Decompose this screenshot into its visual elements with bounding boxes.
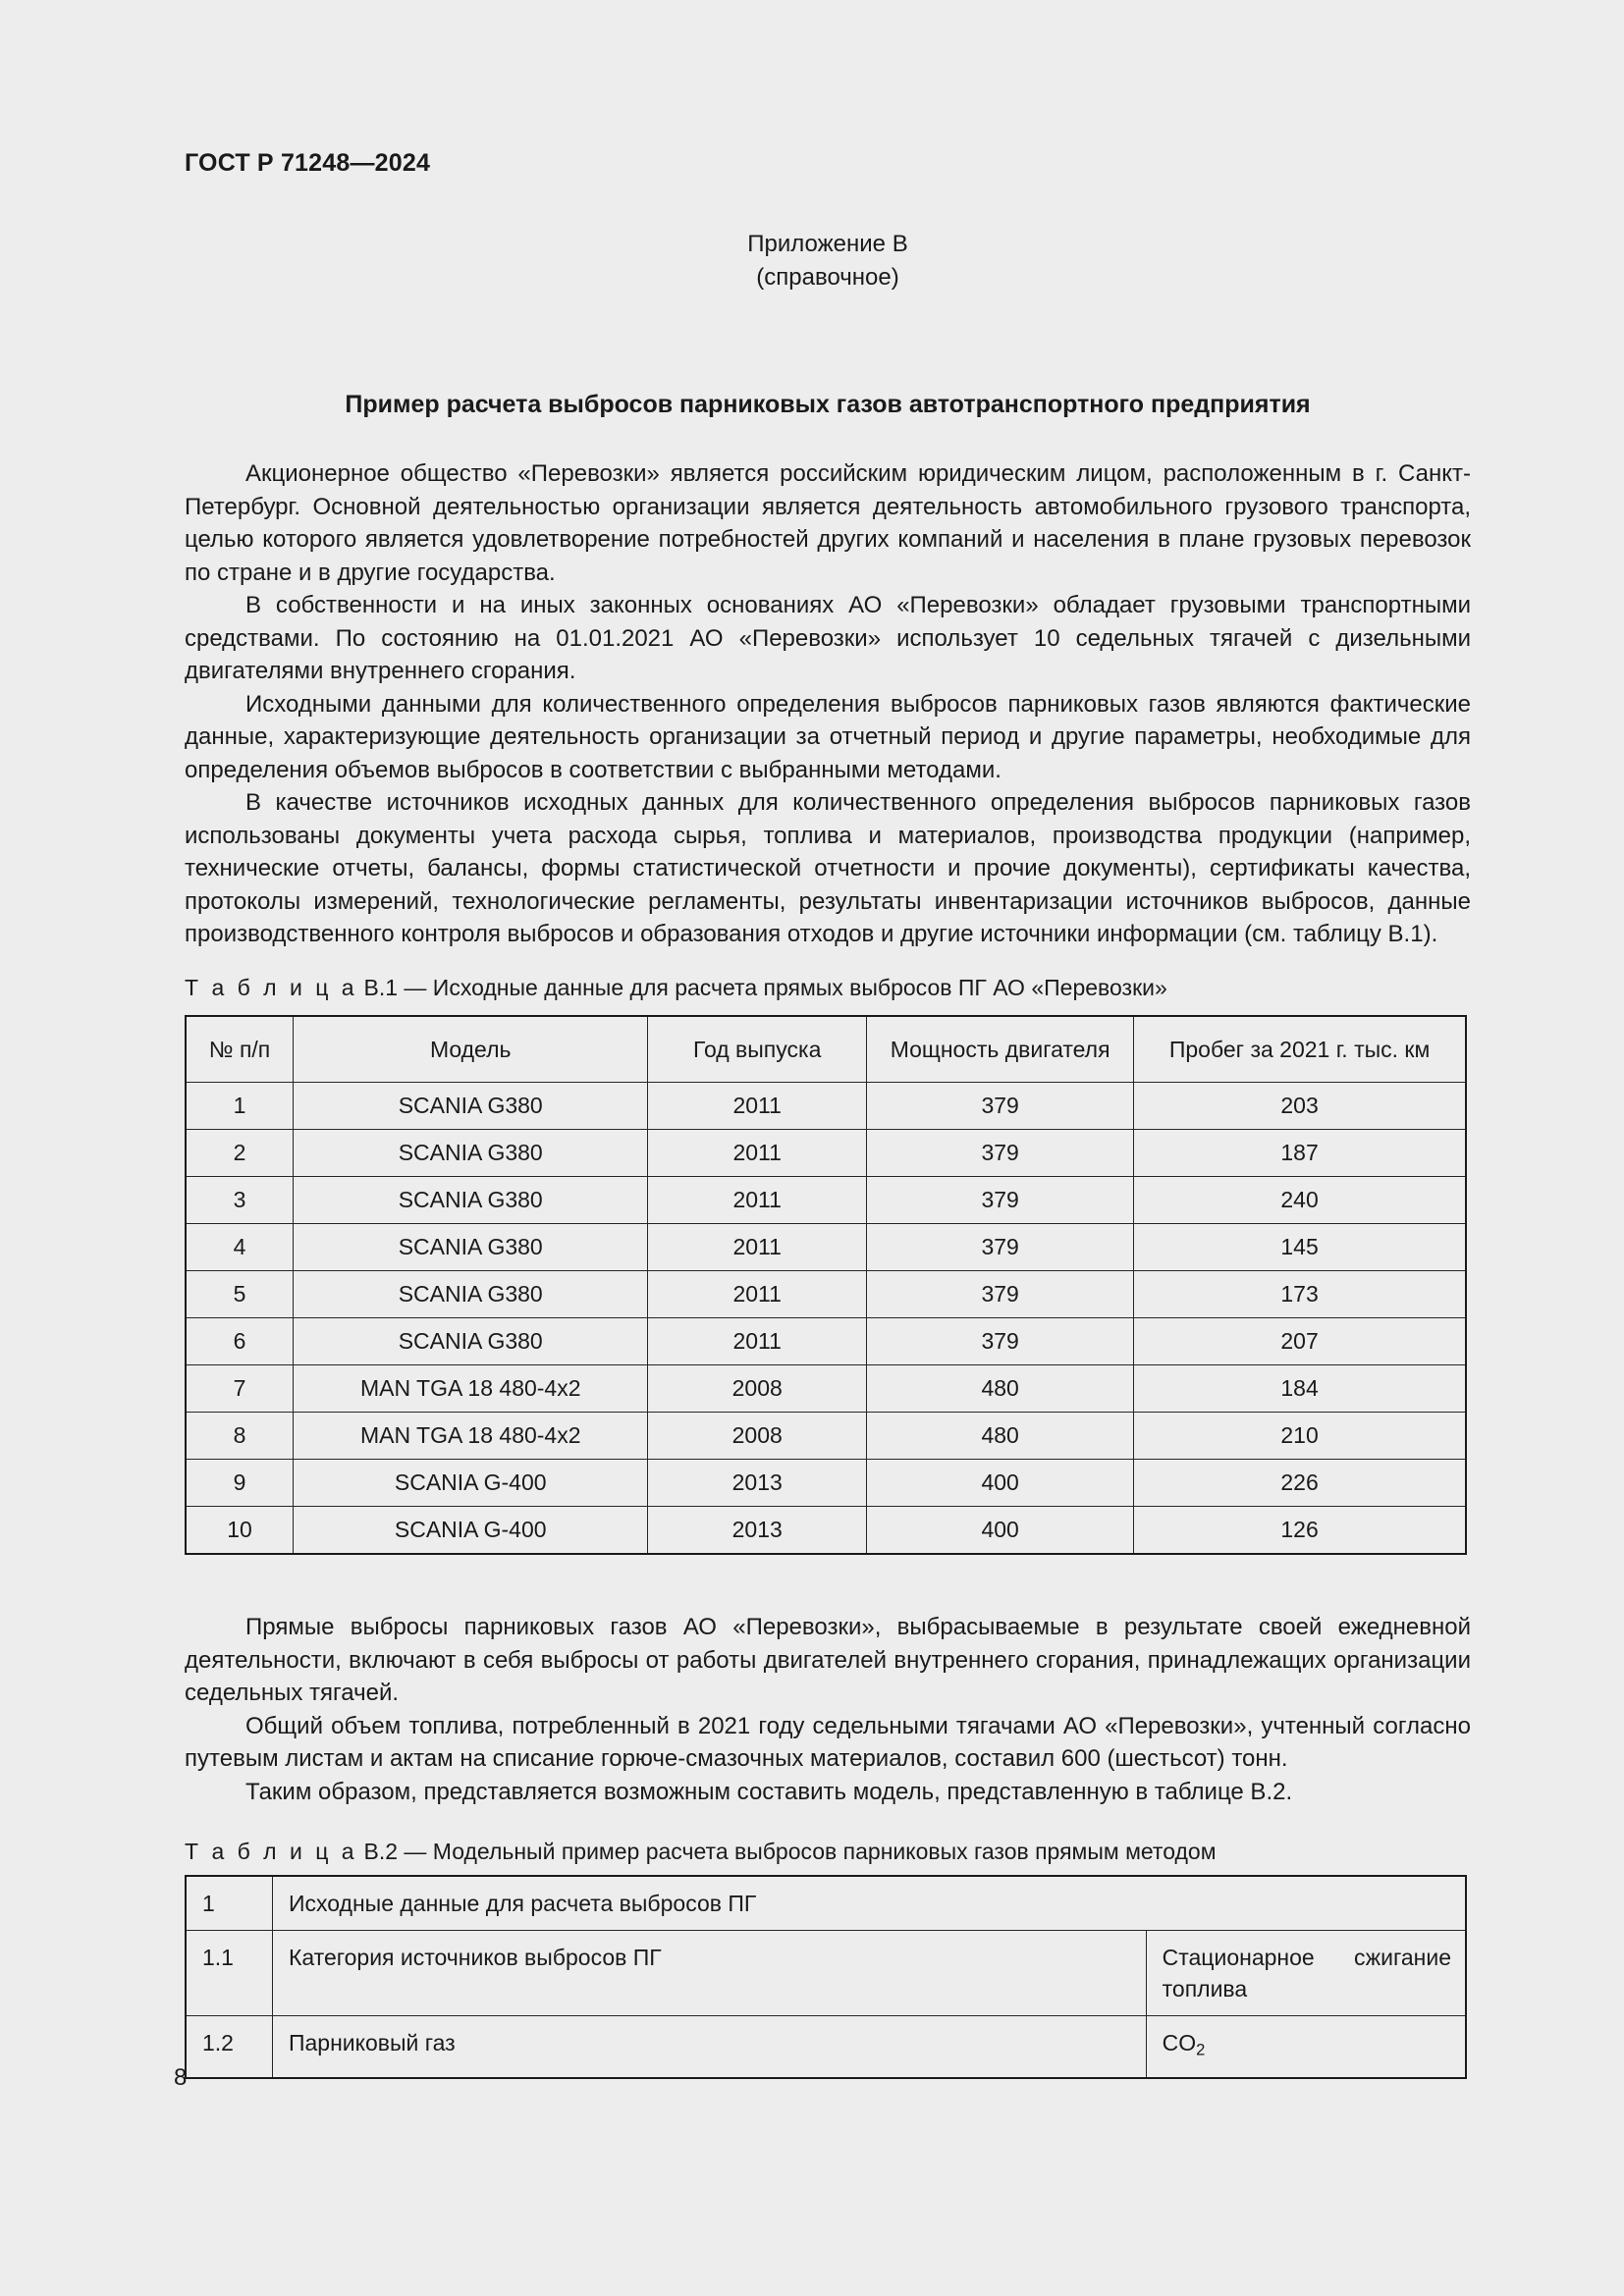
table-cell: 173 [1134, 1271, 1466, 1318]
table-row [186, 1876, 1466, 1931]
table-cell: 203 [1134, 1083, 1466, 1130]
table-caption-number: В.1 [363, 975, 399, 1000]
table-cell: 184 [1134, 1365, 1466, 1413]
table-cell: 240 [1134, 1177, 1466, 1224]
table-b2-caption [185, 1839, 1471, 1865]
table-cell: 207 [1134, 1318, 1466, 1365]
table-b2 [185, 1875, 1467, 2079]
annex-title: Приложение В [747, 231, 908, 257]
table-cell: 480 [867, 1365, 1134, 1413]
table-cell: 2011 [648, 1224, 867, 1271]
table-b2-body [186, 1876, 1466, 2078]
column-header-power: Мощность двигателя [867, 1016, 1134, 1083]
table-row [186, 1130, 1466, 1177]
table-cell: 210 [1134, 1413, 1466, 1460]
page-title: Пример расчета выбросов парниковых газов автотранспортного предприятия [345, 391, 1311, 418]
table-caption-number: В.2 [363, 1839, 399, 1864]
table-cell: SCANIA G380 [294, 1224, 648, 1271]
paragraph: Общий объем топлива, потребленный в 2021 году седельными тягачами АО «Перевозки», учтенный согласно путевым листам и актам на списание горюче-смазочных материалов, составил 600 (шестьсот) тонн. [185, 1712, 1471, 1772]
table-cell: 7 [186, 1365, 294, 1413]
row-name-cell: Парниковый газ [272, 2016, 1146, 2078]
row-value-cell: Стационарное сжигание топлива [1146, 1931, 1466, 2016]
table-cell: 2011 [648, 1318, 867, 1365]
row-name-cell: Категория источников выбросов ПГ [272, 1931, 1146, 2016]
table-cell: SCANIA G-400 [294, 1507, 648, 1555]
closing-paragraphs [185, 1611, 1471, 1808]
table-caption-text: — Исходные данные для расчета прямых выбросов ПГ АО «Перевозки» [404, 975, 1167, 1000]
column-header-model: Модель [294, 1016, 648, 1083]
table-cell: SCANIA G380 [294, 1177, 648, 1224]
table-b1-caption [185, 975, 1471, 1001]
table-row [186, 1460, 1466, 1507]
paragraph: Таким образом, представляется возможным составить модель, представленную в таблице В.2. [245, 1778, 1293, 1805]
annex-heading-block [185, 228, 1471, 294]
row-index-cell: 1 [186, 1876, 272, 1931]
table-row [186, 2016, 1466, 2078]
paragraph: В качестве источников исходных данных для количественного определения выбросов парниковых газов использованы документы учета расхода сырья, топлива и материалов, производства продукции (например, технические отчеты, балансы, формы статистической отчетности и прочие документы), сертификаты качества, протоколы измерений, технологические регламенты, результаты инвентаризации источников выбросов, данные производственного контроля выбросов и образования отходов и другие источники информации (см. таблицу В.1). [185, 789, 1471, 947]
table-cell: 379 [867, 1224, 1134, 1271]
table-cell: MAN TGA 18 480-4x2 [294, 1365, 648, 1413]
column-header-year: Год выпуска [648, 1016, 867, 1083]
table-cell: SCANIA G380 [294, 1318, 648, 1365]
table-cell: 6 [186, 1318, 294, 1365]
row-index-cell: 1.2 [186, 2016, 272, 2078]
table-cell: 400 [867, 1507, 1134, 1555]
table-row [186, 1271, 1466, 1318]
table-cell: 187 [1134, 1130, 1466, 1177]
table-row [186, 1224, 1466, 1271]
table-cell: 226 [1134, 1460, 1466, 1507]
table-row [186, 1507, 1466, 1555]
table-cell: 2 [186, 1130, 294, 1177]
column-header-number: № п/п [186, 1016, 294, 1083]
table-cell: 2013 [648, 1507, 867, 1555]
table-cell: 2013 [648, 1460, 867, 1507]
table-cell: 126 [1134, 1507, 1466, 1555]
annex-subtitle: (справочное) [756, 264, 899, 291]
table-row [186, 1931, 1466, 2016]
standard-header: ГОСТ Р 71248—2024 [185, 149, 431, 177]
table-cell: 3 [186, 1177, 294, 1224]
row-index-cell: 1.1 [186, 1931, 272, 2016]
paragraph: В собственности и на иных законных основаниях АО «Перевозки» обладает грузовыми транспортными средствами. По состоянию на 01.01.2021 АО «Перевозки» использует 10 седельных тягачей с дизельными двигателями внутреннего сгорания. [185, 592, 1471, 684]
table-cell: 400 [867, 1460, 1134, 1507]
table-cell: 4 [186, 1224, 294, 1271]
paragraph: Прямые выбросы парниковых газов АО «Перевозки», выбрасываемые в результате своей ежедневной деятельности, включают в себя выбросы от работы двигателей внутреннего сгорания, принадлежащих организации седельных тягачей. [185, 1614, 1471, 1706]
table-row [186, 1083, 1466, 1130]
column-header-mileage: Пробег за 2021 г. тыс. км [1134, 1016, 1466, 1083]
table-row [186, 1413, 1466, 1460]
table-cell: 8 [186, 1413, 294, 1460]
table-cell: 145 [1134, 1224, 1466, 1271]
table-cell: 5 [186, 1271, 294, 1318]
table-cell: 480 [867, 1413, 1134, 1460]
table-cell: 2011 [648, 1177, 867, 1224]
table-caption-label: Т а б л и ц а [185, 975, 358, 1000]
table-cell: 379 [867, 1083, 1134, 1130]
table-b1-body [186, 1083, 1466, 1555]
table-cell: 2011 [648, 1271, 867, 1318]
table-cell: 379 [867, 1318, 1134, 1365]
table-cell: 2011 [648, 1130, 867, 1177]
table-caption-text: — Модельный пример расчета выбросов парниковых газов прямым методом [404, 1839, 1217, 1864]
row-value-cell: $CO_2$ [1146, 2016, 1466, 2078]
table-row [186, 1365, 1466, 1413]
table-cell: 2008 [648, 1365, 867, 1413]
table-row [186, 1177, 1466, 1224]
page-number: 8 [174, 2064, 188, 2091]
table-cell: 10 [186, 1507, 294, 1555]
table-cell: SCANIA G-400 [294, 1460, 648, 1507]
table-header-row [186, 1016, 1466, 1083]
table-cell: SCANIA G380 [294, 1271, 648, 1318]
table-cell: SCANIA G380 [294, 1083, 648, 1130]
table-cell: 379 [867, 1271, 1134, 1318]
table-cell: 2011 [648, 1083, 867, 1130]
row-name-cell: Исходные данные для расчета выбросов ПГ [272, 1876, 1466, 1931]
table-cell: MAN TGA 18 480-4x2 [294, 1413, 648, 1460]
table-row [186, 1318, 1466, 1365]
table-cell: 379 [867, 1177, 1134, 1224]
table-cell: 1 [186, 1083, 294, 1130]
table-cell: 379 [867, 1130, 1134, 1177]
table-caption-label: Т а б л и ц а [185, 1839, 358, 1864]
paragraph: Исходными данными для количественного определения выбросов парниковых газов являются фактические данные, характеризующие деятельность организации за отчетный период и другие параметры, необходимые для определения объемов выбросов в соответствии с выбранными методами. [185, 690, 1471, 783]
paragraph: Акционерное общество «Перевозки» является российским юридическим лицом, расположенным в г. Санкт-Петербург. Основной деятельностью организации является деятельность автомобильного грузового транспорта, целью которого является удовлетворение потребностей других компаний и населения в плане грузовых перевозок по стране и в другие государства. [185, 460, 1471, 586]
intro-paragraphs [185, 457, 1471, 951]
table-cell: SCANIA G380 [294, 1130, 648, 1177]
table-b1 [185, 1015, 1467, 1555]
table-cell: 2008 [648, 1413, 867, 1460]
table-cell: 9 [186, 1460, 294, 1507]
